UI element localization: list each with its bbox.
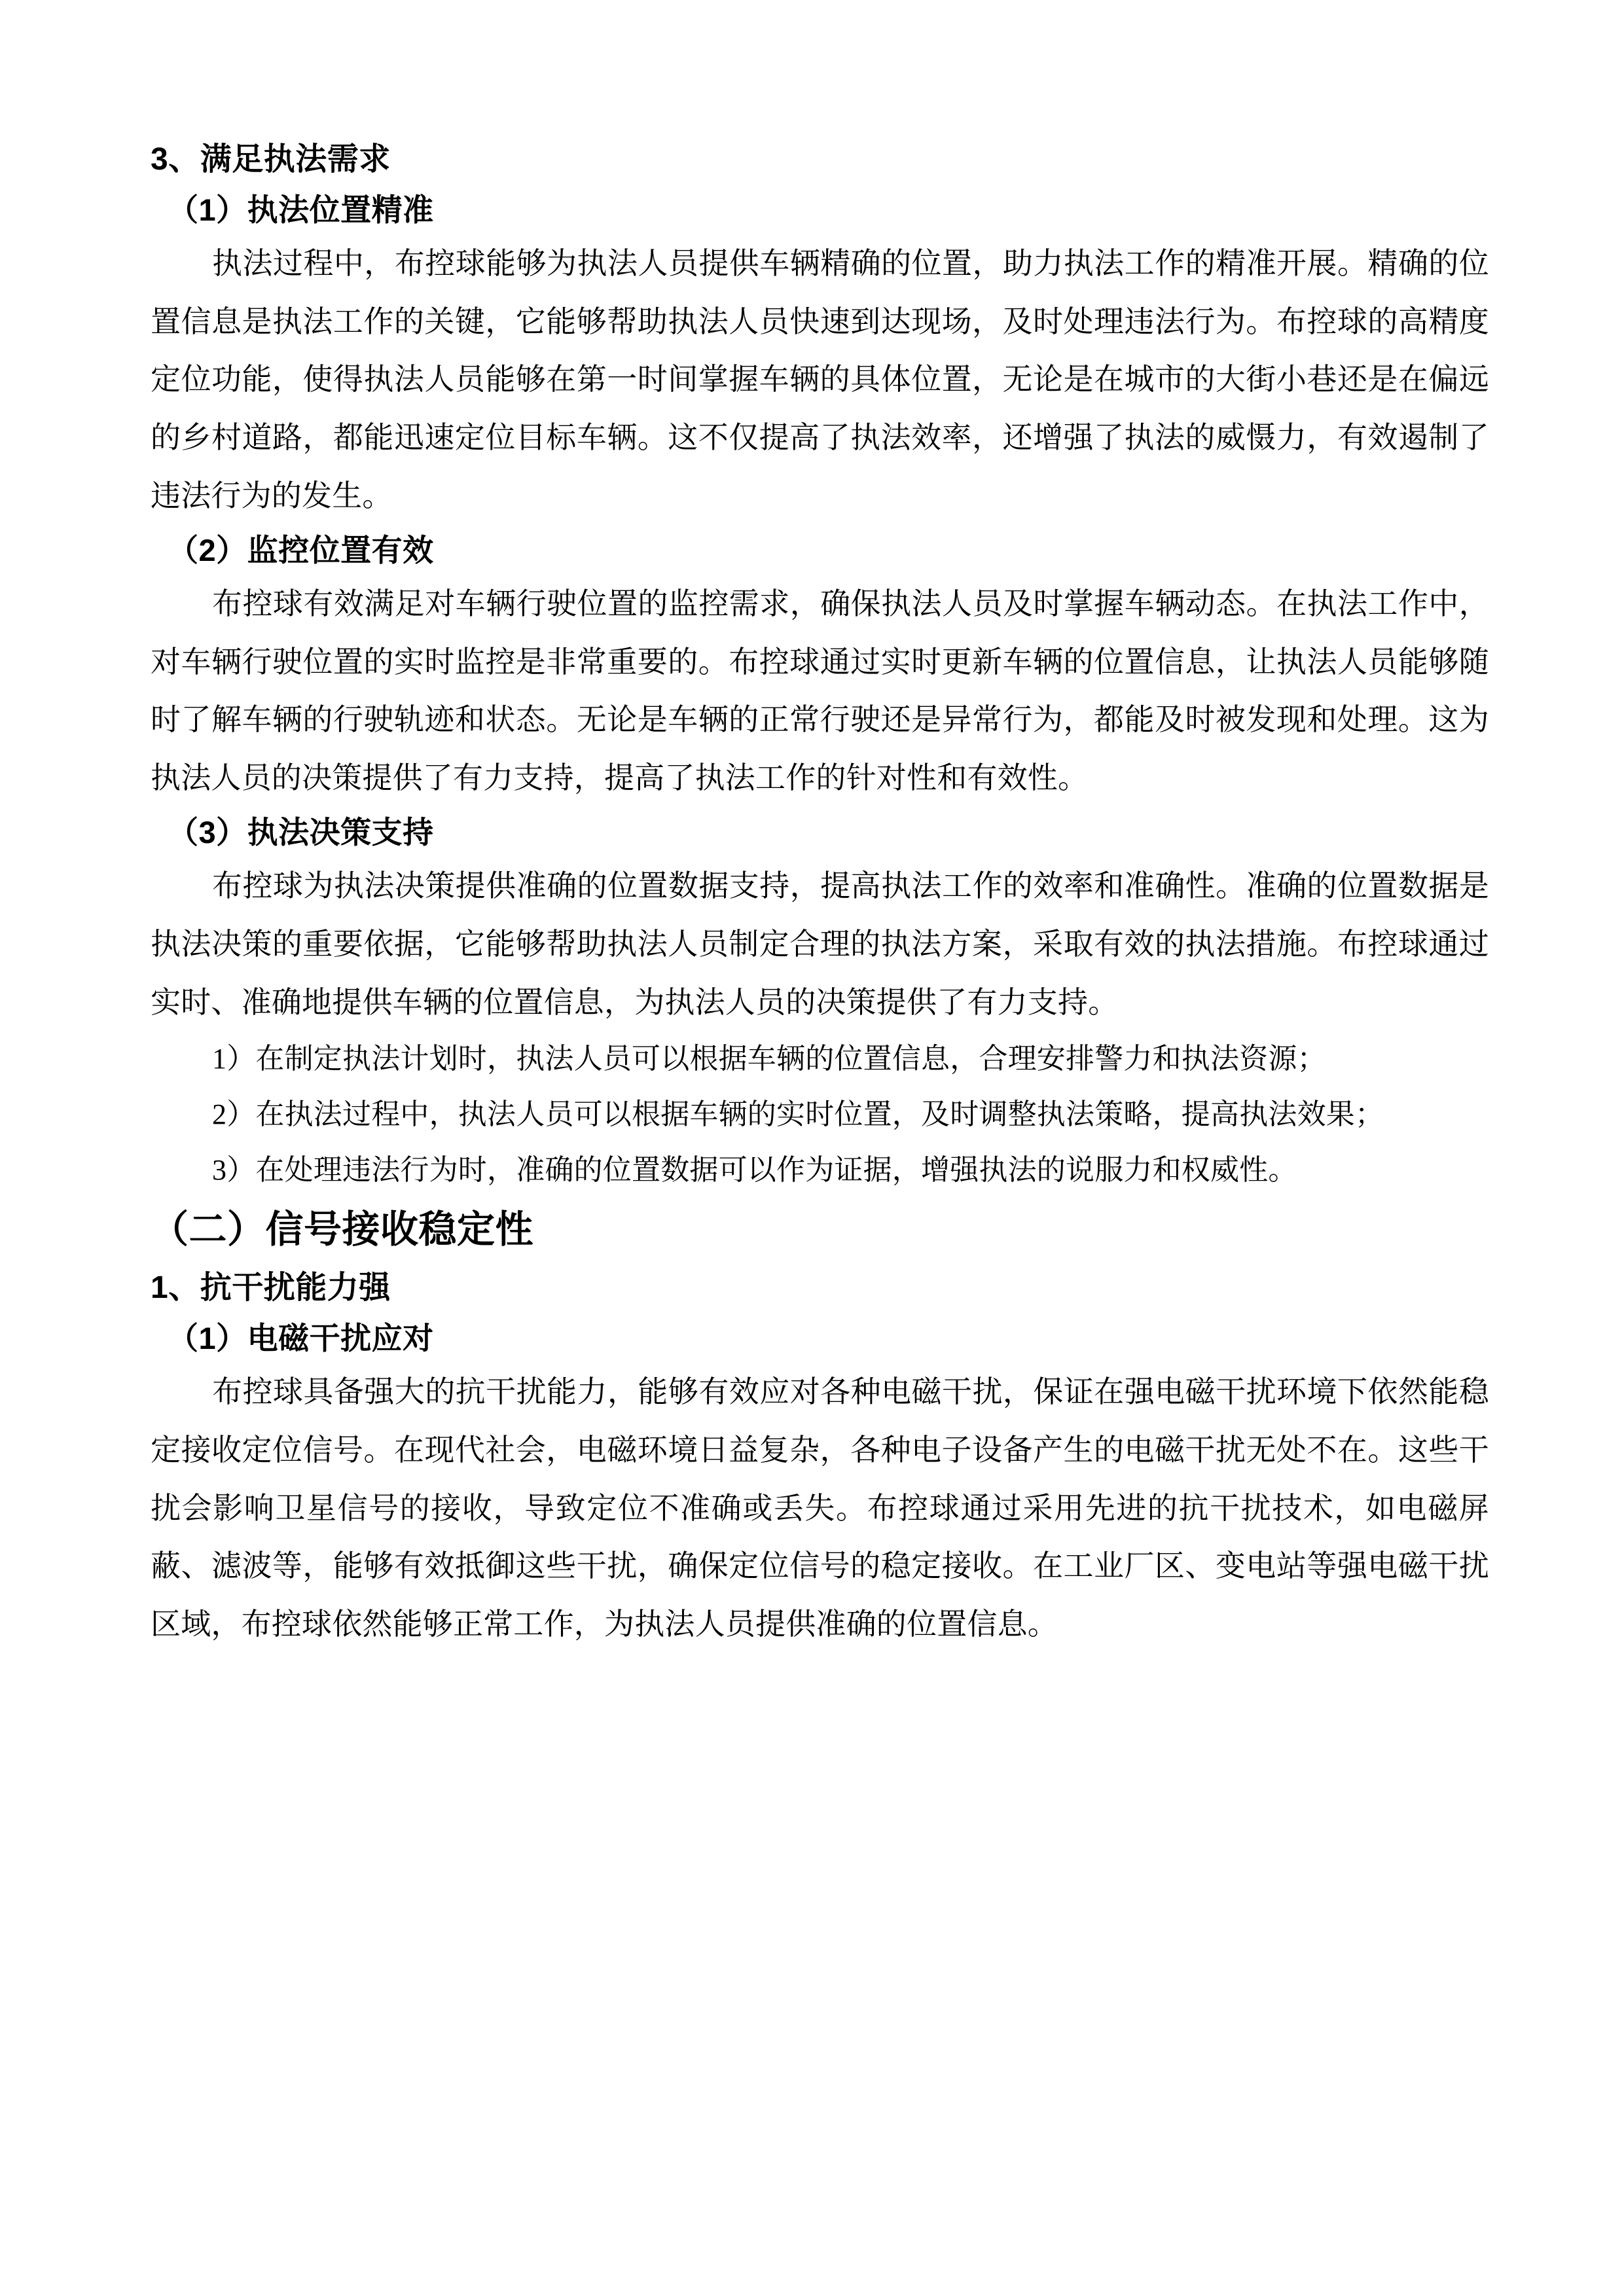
list-item: 3）在处理违法行为时，准确的位置数据可以作为证据，增强执法的说服力和权威性。	[212, 1154, 1297, 1187]
paragraph-monitoring-position-effective: 布控球有效满足对车辆行驶位置的监控需求，确保执法人员及时掌握车辆动态。在执法工作中，对车辆行驶位置的实时监控是非常重要的。布控球通过实时更新车辆的位置信息，让执法人员能够随时了解车辆的行驶轨迹和状态。无论是车辆的正常行驶还是异常行为，都能及时被发现和处理。这为执法人员的决策提供了有力支持，提高了执法工作的针对性和有效性。	[151, 586, 1489, 795]
paragraph-enforcement-position-accurate: 执法过程中，布控球能够为执法人员提供车辆精确的位置，助力执法工作的精准开展。精确的位置信息是执法工作的关键，它能够帮助执法人员快速到达现场，及时处理违法行为。布控球的高精度定位功能，使得执法人员能够在第一时间掌握车辆的具体位置，无论是在城市的大街小巷还是在偏远的乡村道路，都能迅速定位目标车辆。这不仅提高了执法效率，还增强了执法的威慑力，有效遏制了违法行为的发生。	[151, 246, 1489, 512]
paragraph-enforcement-decision-support: 布控球为执法决策提供准确的位置数据支持，提高执法工作的效率和准确性。准确的位置数据是执法决策的重要依据，它能够帮助执法人员制定合理的执法方案，采取有效的执法措施。布控球通过实时、准确地提供车辆的位置信息，为执法人员的决策提供了有力支持。	[151, 869, 1489, 1019]
heading-electromagnetic-interference-response: （1）电磁干扰应对	[168, 1320, 434, 1355]
list-item: 2）在执法过程中，执法人员可以根据车辆的实时位置，及时调整执法策略，提高执法效果；	[212, 1098, 1384, 1131]
heading-signal-reception-stability: （二）信号接收稳定性	[151, 1208, 534, 1251]
heading-strong-anti-interference: 1、抗干扰能力强	[151, 1270, 391, 1306]
heading-enforcement-decision-support: （3）执法决策支持	[168, 814, 434, 850]
paragraph-electromagnetic-interference-response: 布控球具备强大的抗干扰能力，能够有效应对各种电磁干扰，保证在强电磁干扰环境下依然能稳定接收定位信号。在现代社会，电磁环境日益复杂，各种电子设备产生的电磁干扰无处不在。这些干扰会影响卫星信号的接收，导致定位不准确或丢失。布控球通过采用先进的抗干扰技术，如电磁屏蔽、滤波等，能够有效抵御这些干扰，确保定位信号的稳定接收。在工业厂区、变电站等强电磁干扰区域，布控球依然能够正常工作，为执法人员提供准确的位置信息。	[151, 1375, 1489, 1641]
heading-satisfy-enforcement-needs: 3、满足执法需求	[151, 142, 391, 177]
list-item: 1）在制定执法计划时，执法人员可以根据车辆的位置信息，合理安排警力和执法资源；	[212, 1043, 1326, 1075]
document-body	[151, 134, 1489, 1654]
heading-monitoring-position-effective: （2）监控位置有效	[168, 532, 434, 567]
heading-enforcement-position-accurate: （1）执法位置精准	[168, 192, 434, 227]
